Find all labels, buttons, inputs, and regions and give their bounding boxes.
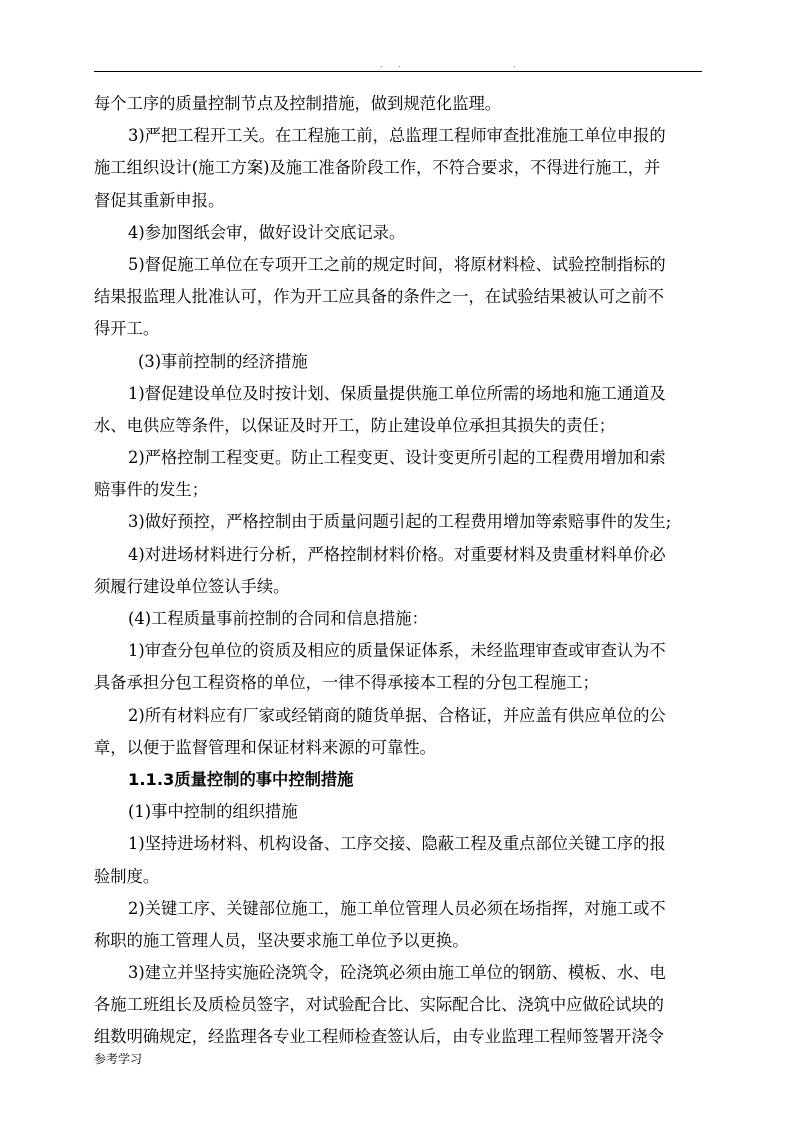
header-dot: . [380, 60, 383, 69]
paragraph-line: 3)做好预控，严格控制由于质量问题引起的工程费用增加等索赔事件的发生; [128, 512, 672, 532]
paragraph-line: 5)督促施工单位在专项开工之前的规定时间，将原材料检、试验控制指标的 [128, 254, 666, 274]
paragraph-line: 验制度。 [94, 866, 160, 886]
header-dot: . [398, 60, 401, 69]
paragraph-line: 每个工序的质量控制节点及控制措施，做到规范化监理。 [94, 94, 502, 113]
paragraph-line: 章，以便于监督管理和保证材料来源的可靠性。 [94, 737, 436, 757]
paragraph-line: 4)对进场材料进行分析，严格控制材料价格。对重要材料及贵重材料单价必 [128, 544, 666, 564]
paragraph-line: 3)严把工程开工关。在工程施工前，总监理工程师审查批准施工单位申报的 [128, 126, 666, 146]
paragraph-line: 4)参加图纸会审，做好设计交底记录。 [128, 222, 406, 242]
paragraph-line: 称职的施工管理人员，坚决要求施工单位予以更换。 [94, 930, 469, 950]
paragraph-line: 结果报监理人批准认可，作为开工应具备的条件之一，在试验结果被认可之前不 [94, 287, 664, 307]
paragraph-line: 具备承担分包工程资格的单位，一律不得承接本工程的分包工程施工； [94, 673, 599, 693]
document-body [94, 88, 702, 1054]
paragraph-line: 3)建立并坚持实施砼浇筑令，砼浇筑必须由施工单位的钢筋、模板、水、电 [128, 963, 666, 983]
section-heading: 1.1.3质量控制的事中控制措施 [128, 769, 354, 789]
paragraph-line: 各施工班组长及质检员签字，对试验配合比、实际配合比、浇筑中应做砼试块的 [94, 995, 664, 1015]
paragraph-line: 2)严格控制工程变更。防止工程变更、设计变更所引起的工程费用增加和索 [128, 448, 666, 468]
page-footer: 参考学习 [94, 1052, 143, 1066]
header-dot: . [513, 60, 516, 69]
subsection-title: (4)工程质量事前控制的合同和信息措施： [128, 609, 428, 628]
paragraph-line: 1)督促建设单位及时按计划、保质量提供施工单位所需的场地和施工通道及 [128, 383, 666, 403]
paragraph-line: 1)审查分包单位的资质及相应的质量保证体系，未经监理审查或审查认为不 [128, 641, 666, 661]
paragraph-line: 督促其重新申报。 [94, 190, 225, 210]
subsection-title: (1)事中控制的组织措施 [128, 802, 298, 822]
paragraph-line: 2)所有材料应有厂家或经销商的随货单据、合格证，并应盖有供应单位的公 [128, 705, 666, 725]
paragraph-line: 须履行建设单位签认手续。 [94, 576, 290, 596]
paragraph-line: 2)关键工序、关键部位施工，施工单位管理人员必须在场指挥，对施工或不 [128, 898, 666, 918]
header-rule [94, 71, 702, 72]
paragraph-line: 赔事件的发生； [94, 480, 208, 500]
paragraph-line: 得开工。 [94, 319, 160, 339]
page-header [94, 60, 702, 70]
paragraph-line: 组数明确规定，经监理各专业工程师检查签认后，由专业监理工程师签署开浇令 [94, 1027, 664, 1047]
paragraph-line: 1)坚持进场材料、机构设备、工序交接、隐蔽工程及重点部位关键工序的报 [128, 834, 666, 854]
subsection-title: (3)事前控制的经济措施 [138, 351, 308, 371]
paragraph-line: 水、电供应等条件，以保证及时开工，防止建设单位承担其损失的责任； [94, 415, 616, 435]
paragraph-line: 施工组织设计(施工方案)及施工准备阶段工作，不符合要求，不得进行施工，并 [94, 158, 661, 178]
